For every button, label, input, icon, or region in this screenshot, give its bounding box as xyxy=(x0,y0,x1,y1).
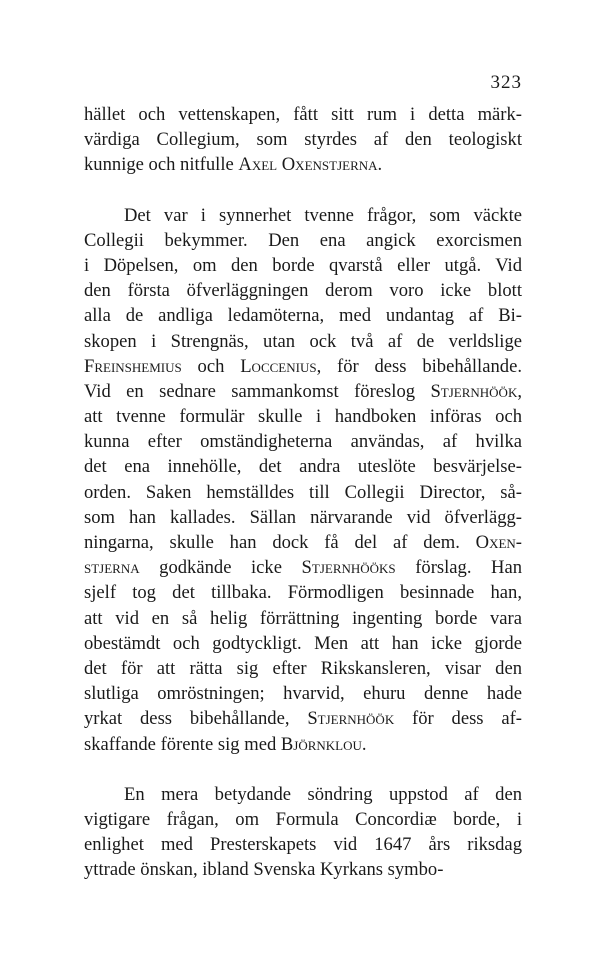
text-run: värdiga Collegium, som styrdes af den teologiskt xyxy=(84,129,522,151)
text-run: En mera betydande söndring uppstod af den xyxy=(124,783,522,805)
text-line xyxy=(84,228,522,253)
text-line xyxy=(84,379,522,404)
text-run: obestämdt och godtyckligt. Men att han icke gjorde xyxy=(84,632,522,654)
text-run: Det var i synnerhet tvenne frågor, som väckte xyxy=(124,204,522,226)
text-run: Collegii bekymmer. Den ena angick exorcismen xyxy=(84,229,522,251)
small-caps-name: Loccenius xyxy=(240,355,317,377)
text-line xyxy=(84,203,522,228)
text-run: sjelf tog det tillbaka. Förmodligen besinnade han, xyxy=(84,582,522,604)
paragraph xyxy=(84,782,522,883)
text-line xyxy=(84,656,522,681)
text-run: kunna efter omständigheterna användas, af hvilka xyxy=(84,431,522,453)
text-run: ningarna, skulle han dock få del af dem. xyxy=(84,532,476,553)
small-caps-name: stjerna xyxy=(84,557,140,579)
text-run: . xyxy=(377,154,383,176)
text-run: som han kallades. Sällan närvarande vid öfverlägg- xyxy=(84,506,522,528)
page-number: 323 xyxy=(490,72,522,93)
small-caps-name: Stjernhööks xyxy=(301,557,396,579)
text-run: orden. Saken hemställdes till Collegii Director, så- xyxy=(84,481,522,503)
small-caps-name: Björnklou xyxy=(280,733,362,755)
text-run: enlighet med Presterskapets vid 1647 års riksdag xyxy=(84,834,522,856)
text-line xyxy=(84,706,522,731)
text-run: i Döpelsen, om den borde qvarstå eller utgå. Vid xyxy=(84,254,522,276)
small-caps-name: Axel Oxenstjerna xyxy=(238,154,378,176)
text-line xyxy=(84,454,522,479)
body-text xyxy=(84,102,522,882)
text-run: Vid en sednare sammankomst föreslog xyxy=(84,380,431,402)
text-run: och xyxy=(181,355,241,377)
text-run: att vid en så helig förrättning ingenting borde vara xyxy=(84,607,522,629)
text-run: det ena innehölle, det andra uteslöte besvärjelse- xyxy=(84,456,522,478)
text-line xyxy=(84,329,522,354)
text-run: , xyxy=(517,380,522,402)
text-run: slutliga omröstningen; hvarvid, ehuru denne hade xyxy=(84,683,522,705)
small-caps-name: Stjernhöök xyxy=(307,708,395,730)
small-caps-name: Stjernhöök xyxy=(430,380,518,402)
text-line xyxy=(84,732,522,757)
text-line xyxy=(84,127,522,152)
text-line xyxy=(84,555,522,580)
text-run: , för dess bibehållande. xyxy=(316,355,522,377)
text-line xyxy=(84,152,522,177)
text-line xyxy=(84,631,522,656)
book-page xyxy=(84,70,522,882)
text-line xyxy=(84,354,522,379)
text-run: skopen i Strengnäs, utan ock två af de verldslige xyxy=(84,330,522,352)
text-line xyxy=(84,832,522,857)
text-run: det för att rätta sig efter Rikskansleren, visar den xyxy=(84,657,522,679)
paragraph xyxy=(84,203,522,757)
text-run: alla de andliga ledamöterna, med undantag af Bi- xyxy=(84,305,522,327)
text-line xyxy=(84,303,522,328)
text-line xyxy=(84,807,522,832)
text-run: för dess af- xyxy=(394,708,522,730)
text-run: att tvenne formulär skulle i handboken införas och xyxy=(84,406,522,428)
small-caps-name: Oxen- xyxy=(475,532,522,553)
text-run: . xyxy=(361,733,367,755)
text-run: kunnige och nitfulle xyxy=(84,154,239,176)
text-line xyxy=(84,253,522,278)
paragraph xyxy=(84,102,522,178)
text-line xyxy=(84,530,522,555)
text-run: yrkat dess bibehållande, xyxy=(84,708,308,730)
text-line xyxy=(84,404,522,429)
text-run: den första öfverläggningen derom voro icke blott xyxy=(84,280,522,302)
text-run: förslag. Han xyxy=(395,557,523,579)
text-run: vigtigare frågan, om Formula Concordiæ borde, i xyxy=(84,808,522,830)
text-line xyxy=(84,429,522,454)
text-line xyxy=(84,606,522,631)
text-line xyxy=(84,681,522,706)
text-line xyxy=(84,480,522,505)
text-line xyxy=(84,278,522,303)
text-line xyxy=(84,102,522,127)
text-run: hället och vettenskapen, fått sitt rum i detta märk- xyxy=(84,104,522,125)
text-line xyxy=(84,505,522,530)
text-line xyxy=(84,782,522,807)
text-run: yttrade önskan, ibland Svenska Kyrkans symbo- xyxy=(84,859,444,881)
small-caps-name: Freinshemius xyxy=(84,355,182,377)
text-line xyxy=(84,580,522,605)
text-run: skaffande förente sig med xyxy=(84,733,281,755)
text-line xyxy=(84,857,522,882)
text-run: godkände icke xyxy=(139,557,302,579)
